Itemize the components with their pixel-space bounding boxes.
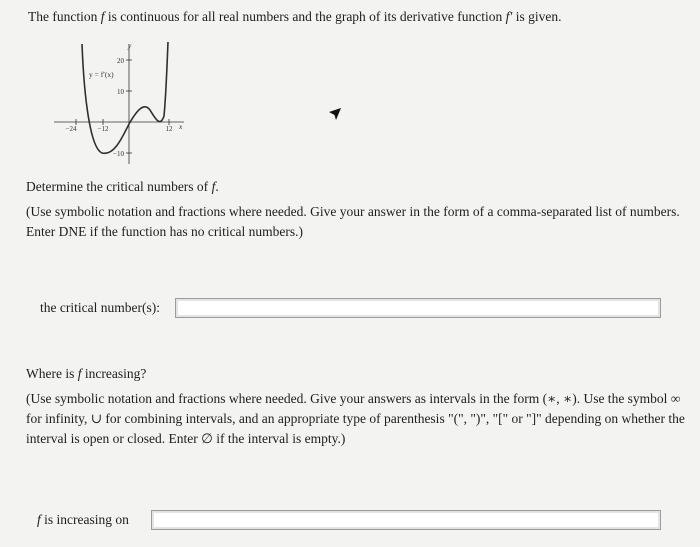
- critical-numbers-label: the critical number(s):: [40, 300, 160, 315]
- q1-heading-text: Determine the critical numbers of: [26, 179, 212, 194]
- increasing-label: [37, 512, 129, 528]
- critical-numbers-heading: [26, 177, 219, 197]
- problem-statement: [28, 9, 562, 25]
- curve-label: y = f′(x): [89, 70, 114, 79]
- x-tick-label-neg24: −24: [65, 125, 77, 133]
- intro-text-3: is given.: [512, 9, 562, 24]
- increasing-instructions: (Use symbolic notation and fractions where needed. Give your answers as intervals in the form (∗, ∗). Use the symbol ∞ for infinity, ∪ for combining intervals, and an appropriate type of parenthesis "(", ")", "[" or "]" depending on whether the interval is open or closed. Enter ∅ if the interval is empty.): [26, 391, 685, 446]
- mouse-pointer-icon: [328, 107, 342, 123]
- derivative-graph: [52, 36, 192, 168]
- intro-f: f: [100, 9, 105, 24]
- increasing-interval-input[interactable]: [151, 510, 661, 530]
- critical-numbers-input[interactable]: [175, 298, 661, 318]
- increasing-heading: [26, 364, 146, 384]
- q2-heading-text: Where is: [26, 366, 78, 381]
- derivative-curve: [82, 42, 168, 153]
- q2-heading-post: increasing?: [81, 366, 147, 381]
- x-tick-label-neg12: −12: [97, 125, 109, 133]
- q1-heading-post: .: [215, 179, 219, 194]
- increasing-label-f: f: [37, 512, 41, 527]
- y-tick-label-20: 20: [117, 57, 124, 65]
- y-axis-label: y: [128, 41, 132, 50]
- q1-heading-f: f: [211, 179, 216, 194]
- y-tick-label-10: 10: [117, 88, 124, 96]
- intro-text-2: is continuous for all real numbers and the graph of its derivative function: [104, 9, 506, 24]
- y-tick-label-neg10: −10: [113, 150, 124, 158]
- increasing-label-text: is increasing on: [40, 512, 129, 527]
- intro-text-1: The function: [28, 9, 101, 24]
- x-axis-label: x: [179, 122, 183, 131]
- critical-numbers-instructions: (Use symbolic notation and fractions where needed. Give your answer in the form of a comma-separated list of numbers. Enter DNE if the function has no critical numbers.): [26, 204, 680, 239]
- q2-heading-f: f: [77, 366, 82, 381]
- x-tick-label-12: 12: [165, 125, 173, 133]
- intro-fprime: f′: [505, 9, 513, 24]
